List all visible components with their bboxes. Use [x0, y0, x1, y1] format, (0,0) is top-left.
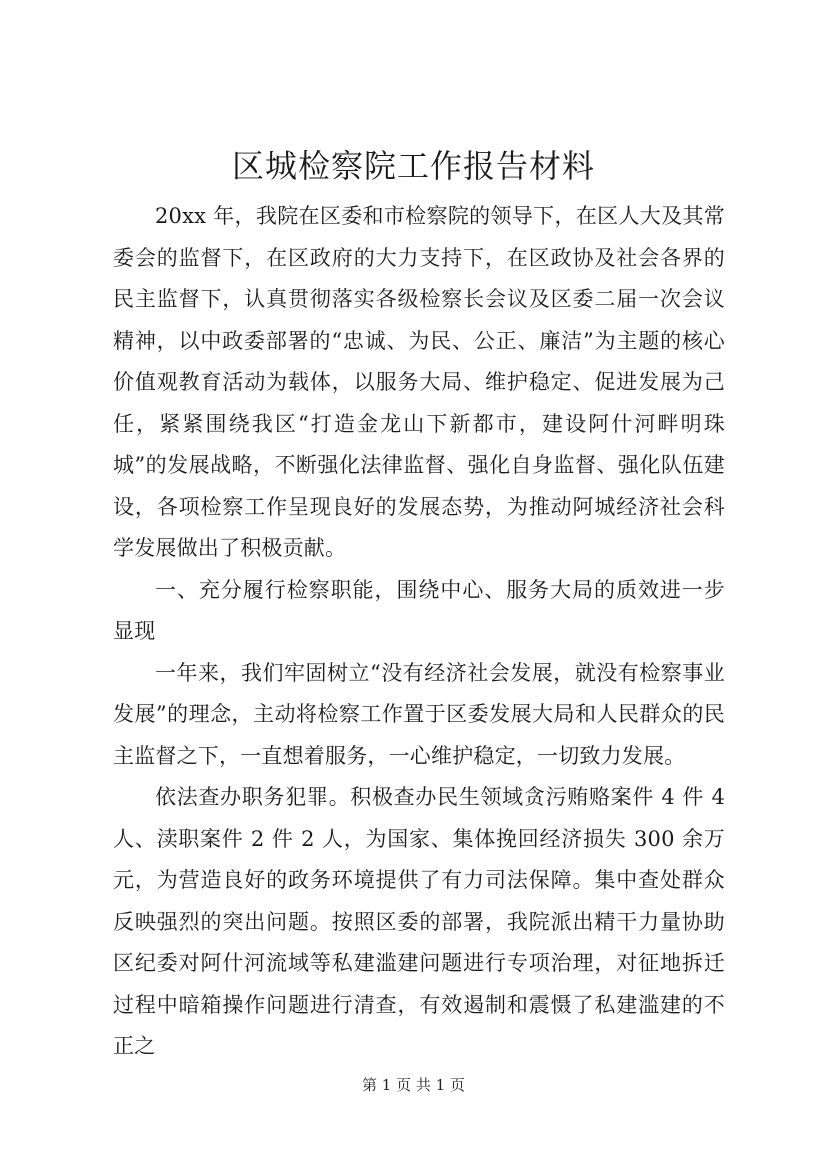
paragraph-intro: 20xx 年，我院在区委和市检察院的领导下，在区人大及其常委会的监督下，在区政府的大力支持下，在区政协及社会各界的民主监督下，认真贯彻落实各级检察长会议及区委二届一次会议精神，以中政委部署的“忠诚、为民、公正、廉洁”为主题的核心价值观教育活动为载体，以服务大局、维护稳定、促进发展为己任，紧紧围绕我区“打造金龙山下新都市，建设阿什河畔明珠城”的发展战略，不断强化法律监督、强化自身监督、强化队伍建设，各项检察工作呈现良好的发展态势，为推动阿城经济社会科学发展做出了积极贡献。	[113, 204, 725, 560]
paragraph-section-1-intro: 一年来，我们牢固树立“没有经济社会发展，就没有检察事业发展”的理念，主动将检察工作置于区委发展大局和人民群众的民主监督之下，一直想着服务，一心维护稳定，一切致力发展。	[113, 660, 725, 768]
section-heading-1: 一、充分履行检察职能，围绕中心、服务大局的质效进一步显现	[113, 577, 725, 643]
document-body	[113, 196, 725, 1068]
page-footer: 第 1 页 共 1 页	[362, 1076, 465, 1094]
document-title: 区城检察院工作报告材料	[231, 147, 595, 185]
paragraph-investigation: 依法查办职务犯罪。积极查办民生领域贪污贿赂案件 4 件 4 人、渎职案件 2 件 2 人，为国家、集体挽回经济损失 300 余万元，为营造良好的政务环境提供了有力司法保障。集中查处群众反映强烈的突出问题。按照区委的部署，我院派出精干力量协助区纪委对阿什河流域等私建滥建问题进行专项治理，对征地拆迁过程中暗箱操作问题进行清查，有效遏制和震慑了私建滥建的不正之	[113, 785, 725, 1058]
